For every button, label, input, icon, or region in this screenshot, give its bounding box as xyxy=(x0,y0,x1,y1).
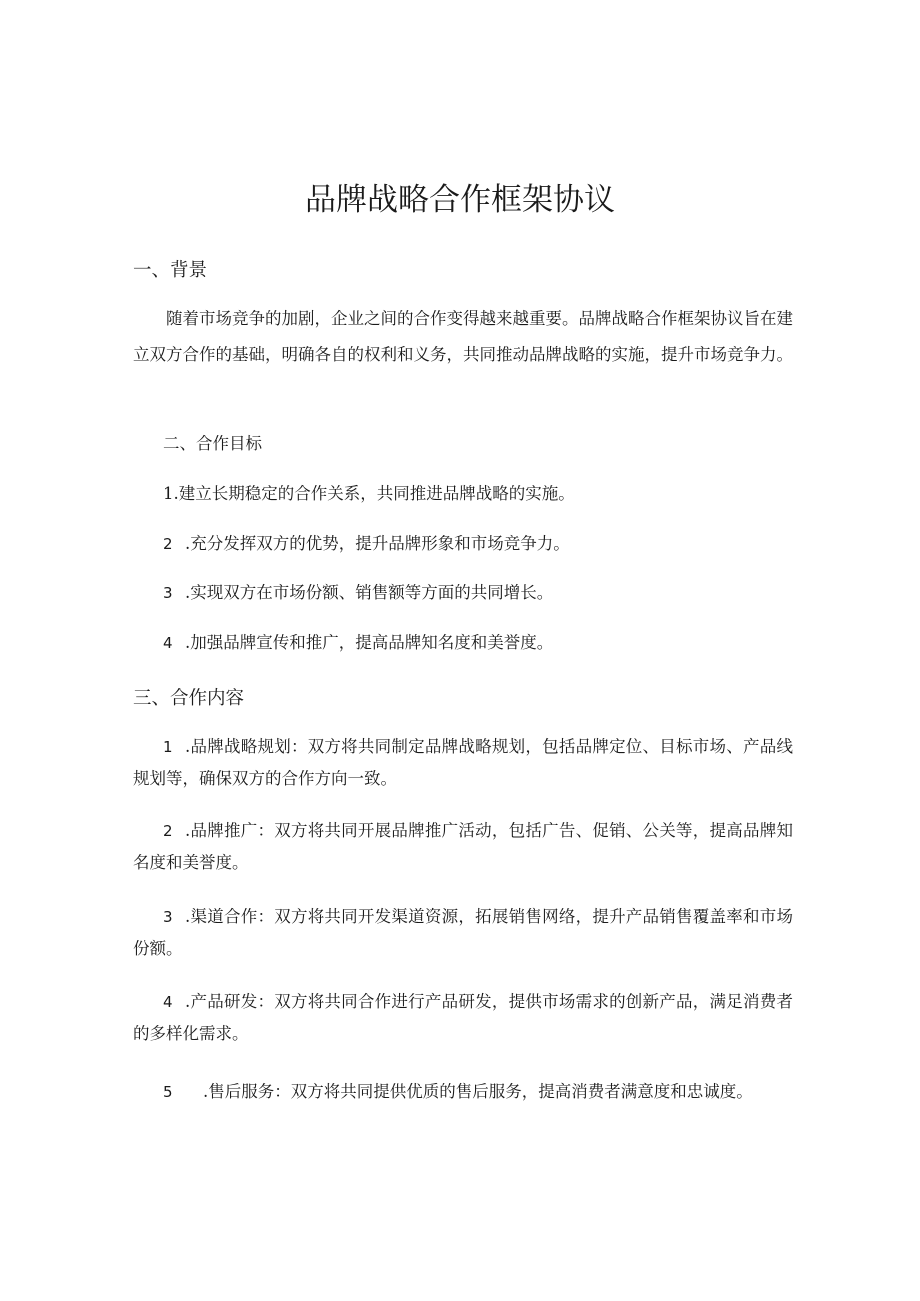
goal-item xyxy=(163,581,553,605)
content-item-text: .产品研发：双方将共同合作进行产品研发，提供市场需求的创新产品，满足消费者的多样化需求。 xyxy=(133,992,793,1043)
content-item-number: 1 xyxy=(163,738,173,756)
content-item xyxy=(133,901,793,965)
goal-item-number: 3 xyxy=(163,584,173,602)
document-title: 品牌战略合作框架协议 xyxy=(305,182,615,218)
background-paragraph: 随着市场竞争的加剧，企业之间的合作变得越来越重要。品牌战略合作框架协议旨在建立双方合作的基础，明确各自的权利和义务，共同推动品牌战略的实施，提升市场竞争力。 xyxy=(133,309,793,364)
content-item xyxy=(163,1080,753,1104)
content-item-number: 4 xyxy=(163,993,173,1011)
section-heading-content: 三、合作内容 xyxy=(133,688,245,709)
content-item-text: .品牌推广：双方将共同开展品牌推广活动，包括广告、促销、公关等，提高品牌知名度和美誉度。 xyxy=(133,821,793,872)
content-item-text: .渠道合作：双方将共同开发渠道资源，拓展销售网络，提升产品销售覆盖率和市场份额。 xyxy=(133,907,793,958)
goal-item xyxy=(163,631,553,655)
content-item-text: .品牌战略规划：双方将共同制定品牌战略规划，包括品牌定位、目标市场、产品线规划等，确保双方的合作方向一致。 xyxy=(133,737,793,788)
content-item xyxy=(133,815,793,879)
goal-item-number: 1. xyxy=(163,484,179,503)
goal-item xyxy=(163,482,575,506)
content-item-number: 2 xyxy=(163,822,173,840)
goal-item xyxy=(163,532,570,556)
content-item-number: 5 xyxy=(163,1083,173,1101)
goal-item-number: 4 xyxy=(163,634,173,652)
goal-item-text: 建立长期稳定的合作关系，共同推进品牌战略的实施。 xyxy=(178,484,575,503)
content-item-number: 3 xyxy=(163,908,173,926)
content-item xyxy=(133,986,793,1050)
content-item-text: .售后服务：双方将共同提供优质的售后服务，提高消费者满意度和忠诚度。 xyxy=(203,1082,753,1101)
goal-item-text: .实现双方在市场份额、销售额等方面的共同增长。 xyxy=(185,583,554,602)
section-heading-background: 一、背景 xyxy=(133,260,208,281)
content-item xyxy=(133,731,793,795)
goal-item-text: .充分发挥双方的优势，提升品牌形象和市场竞争力。 xyxy=(185,534,570,553)
section-heading-goals: 二、合作目标 xyxy=(163,434,262,453)
goal-item-number: 2 xyxy=(163,535,173,553)
goal-item-text: .加强品牌宣传和推广，提高品牌知名度和美誉度。 xyxy=(185,633,554,652)
